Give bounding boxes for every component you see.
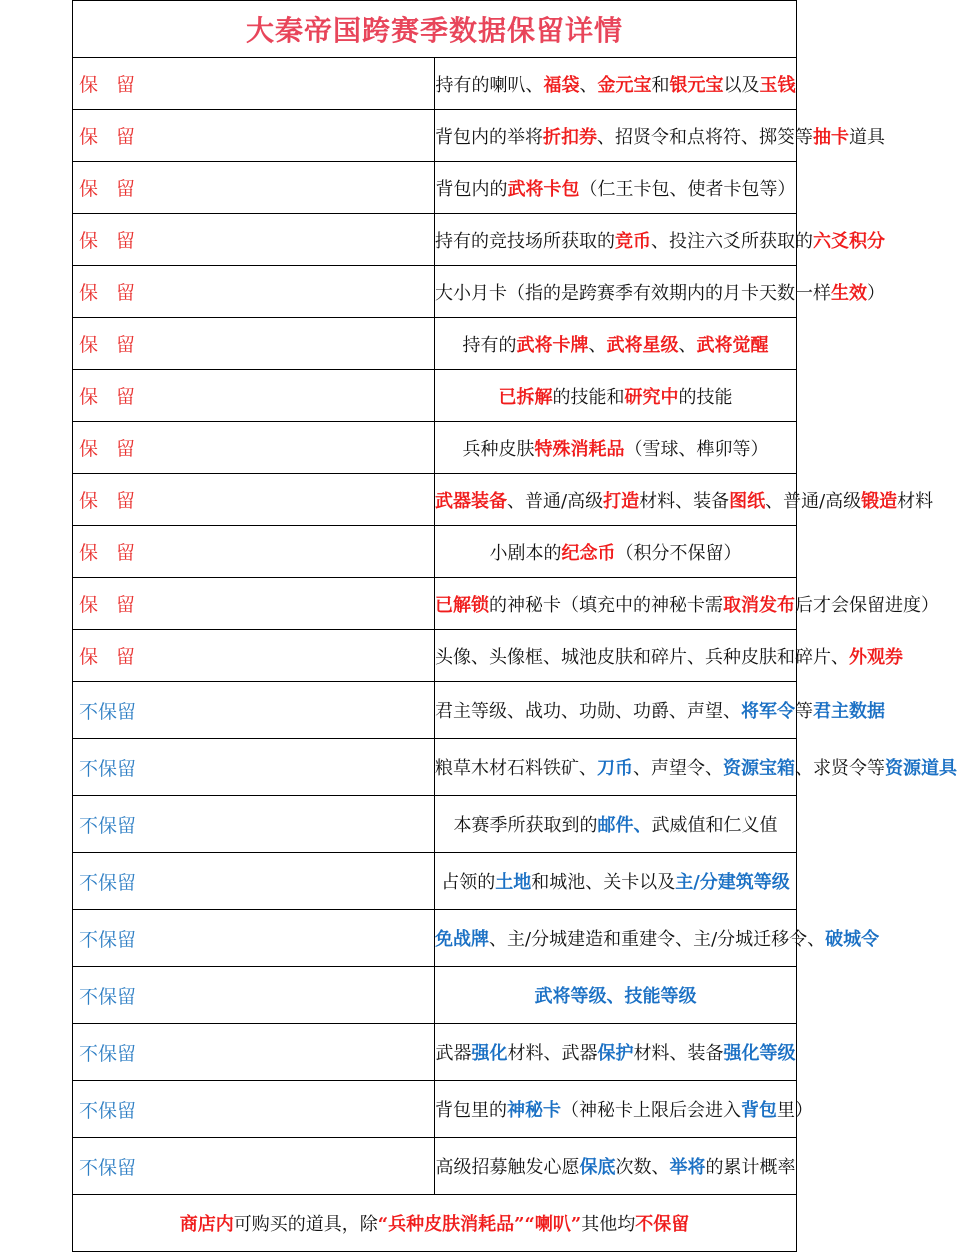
retention-table bbox=[72, 0, 957, 1252]
plain-text: 里） bbox=[777, 1100, 813, 1121]
keep-label bbox=[73, 526, 435, 578]
highlight-text: 背包 bbox=[741, 1100, 777, 1121]
row-description bbox=[435, 739, 957, 796]
table-row bbox=[73, 1138, 797, 1195]
nokeep-label bbox=[73, 853, 435, 910]
highlight-text: 武器装备 bbox=[435, 490, 507, 512]
nokeep-label bbox=[73, 796, 435, 853]
table-row bbox=[73, 967, 797, 1024]
highlight-text: 竞币 bbox=[615, 230, 651, 252]
plain-text: 君主等级、战功、功勋、功爵、声望、 bbox=[435, 701, 741, 722]
row-label-text: 不保留 bbox=[79, 757, 137, 780]
row-label-text: 不保留 bbox=[79, 1099, 137, 1122]
row-description bbox=[435, 526, 797, 578]
row-label-text: 保 留 bbox=[79, 490, 142, 512]
row-label-text: 保 留 bbox=[79, 282, 142, 304]
highlight-text: 神秘卡 bbox=[507, 1100, 561, 1121]
row-description bbox=[435, 910, 880, 967]
nokeep-label bbox=[73, 910, 435, 967]
highlight-text: 刀币 bbox=[597, 758, 633, 779]
row-description bbox=[435, 682, 885, 739]
row-description bbox=[435, 853, 797, 910]
table-row bbox=[73, 526, 797, 578]
plain-text: 、投注六爻所获取的 bbox=[651, 230, 813, 252]
nokeep-label bbox=[73, 1024, 435, 1081]
row-description bbox=[435, 58, 797, 110]
keep-label bbox=[73, 266, 435, 318]
highlight-text: 已拆解 bbox=[498, 386, 553, 408]
plain-text: 其他均 bbox=[581, 1214, 636, 1235]
plain-text: 道具 bbox=[849, 126, 885, 148]
plain-text: 材料 bbox=[897, 490, 934, 512]
highlight-text: 生效 bbox=[831, 282, 867, 304]
nokeep-label bbox=[73, 967, 435, 1024]
plain-text: 以及 bbox=[723, 74, 760, 96]
nokeep-label bbox=[73, 1138, 435, 1195]
highlight-text: 免战牌 bbox=[435, 929, 489, 950]
footer-note bbox=[73, 1195, 797, 1252]
row-description bbox=[435, 162, 797, 214]
row-label-text: 保 留 bbox=[79, 230, 142, 252]
row-label-text: 保 留 bbox=[79, 594, 142, 616]
plain-text: 材料、装备 bbox=[633, 1043, 724, 1064]
row-description bbox=[435, 370, 797, 422]
highlight-text: 研究中 bbox=[624, 386, 679, 408]
highlight-text: 已解锁 bbox=[435, 594, 489, 616]
plain-text: 持有的竞技场所获取的 bbox=[435, 230, 615, 252]
highlight-text: 保护 bbox=[597, 1043, 634, 1064]
row-label-text: 保 留 bbox=[79, 386, 142, 408]
row-description bbox=[435, 474, 934, 526]
highlight-text: 强化 bbox=[471, 1043, 508, 1064]
highlight-text: 特殊消耗品 bbox=[534, 438, 625, 460]
plain-text: 持有的喇叭、 bbox=[435, 74, 544, 96]
row-description bbox=[435, 630, 903, 682]
highlight-text: 锻造 bbox=[861, 490, 898, 512]
plain-text: 占领的 bbox=[441, 872, 496, 893]
plain-text: 背包内的 bbox=[435, 178, 508, 200]
footer-row bbox=[73, 1195, 797, 1252]
keep-label bbox=[73, 162, 435, 214]
plain-text: 的累计概率 bbox=[705, 1157, 796, 1178]
row-description bbox=[435, 578, 939, 630]
highlight-text: 图纸 bbox=[729, 490, 766, 512]
table-row bbox=[73, 630, 797, 682]
row-label-text: 不保留 bbox=[79, 814, 137, 837]
keep-label bbox=[73, 630, 435, 682]
row-description bbox=[435, 796, 797, 853]
highlight-text: 六爻积分 bbox=[813, 230, 885, 252]
highlight-text: “兵种皮肤消耗品”“喇叭” bbox=[377, 1214, 582, 1235]
plain-text: 粮草木材石料铁矿、 bbox=[435, 758, 597, 779]
keep-label bbox=[73, 110, 435, 162]
row-description bbox=[435, 967, 797, 1024]
highlight-text: 武将卡牌 bbox=[516, 334, 589, 356]
keep-label bbox=[73, 474, 435, 526]
plain-text: 材料、武器 bbox=[507, 1043, 598, 1064]
highlight-text: 银元宝 bbox=[669, 74, 724, 96]
plain-text: 的神秘卡（填充中的神秘卡需 bbox=[489, 594, 723, 616]
plain-text: （积分不保留） bbox=[615, 542, 742, 564]
plain-text: 、 bbox=[579, 74, 598, 96]
highlight-text: 资源道具 bbox=[885, 758, 957, 779]
row-description bbox=[435, 266, 885, 318]
row-label-text: 不保留 bbox=[79, 1042, 137, 1065]
plain-text: 背包里的 bbox=[435, 1100, 507, 1121]
plain-text: 、主/分城建造和重建令、主/分城迁移令、 bbox=[489, 929, 826, 950]
row-label-text: 不保留 bbox=[79, 871, 137, 894]
plain-text: 、声望令、 bbox=[633, 758, 723, 779]
highlight-text: 玉钱 bbox=[759, 74, 796, 96]
table-row bbox=[73, 682, 797, 739]
plain-text: 大小月卡（指的是跨赛季有效期内的月卡天数一样 bbox=[435, 282, 831, 304]
nokeep-label bbox=[73, 1081, 435, 1138]
row-label-text: 不保留 bbox=[79, 1156, 137, 1179]
highlight-text: 举将 bbox=[669, 1157, 706, 1178]
row-description bbox=[435, 1081, 813, 1138]
highlight-text: 武将星级 bbox=[606, 334, 679, 356]
highlight-text: 武将等级、技能等级 bbox=[534, 986, 697, 1007]
highlight-text: 纪念币 bbox=[561, 542, 616, 564]
table-row bbox=[73, 474, 797, 526]
table-row bbox=[73, 853, 797, 910]
plain-text: 、 bbox=[588, 334, 607, 356]
plain-text: 后才会保留进度） bbox=[795, 594, 939, 616]
plain-text: 可购买的道具，除 bbox=[233, 1214, 378, 1235]
row-label-text: 保 留 bbox=[79, 646, 142, 668]
keep-label bbox=[73, 422, 435, 474]
row-label-text: 保 留 bbox=[79, 438, 142, 460]
keep-label bbox=[73, 214, 435, 266]
table-row bbox=[73, 266, 797, 318]
plain-text: 背包内的举将 bbox=[435, 126, 543, 148]
plain-text: 高级招募触发心愿 bbox=[435, 1157, 580, 1178]
plain-text: 兵种皮肤 bbox=[462, 438, 535, 460]
row-label-text: 不保留 bbox=[79, 928, 137, 951]
highlight-text: 武将觉醒 bbox=[696, 334, 769, 356]
plain-text: ） bbox=[867, 282, 885, 304]
row-description bbox=[435, 422, 797, 474]
nokeep-label bbox=[73, 682, 435, 739]
plain-text: 和 bbox=[651, 74, 670, 96]
highlight-text: 打造 bbox=[603, 490, 640, 512]
plain-text: （仁王卡包、使者卡包等） bbox=[579, 178, 796, 200]
highlight-text: 君主数据 bbox=[813, 701, 885, 722]
highlight-text: 主/分建筑等级 bbox=[675, 872, 790, 893]
plain-text: 、 bbox=[678, 334, 697, 356]
row-description bbox=[435, 1138, 797, 1195]
table-row bbox=[73, 739, 797, 796]
plain-text: 、招贤令和点将符、掷筊等 bbox=[597, 126, 813, 148]
highlight-text: 保底 bbox=[579, 1157, 616, 1178]
table-title: 大秦帝国跨赛季数据保留详情 bbox=[73, 1, 797, 58]
highlight-text: 破城令 bbox=[825, 929, 880, 950]
plain-text: 等 bbox=[795, 701, 813, 722]
plain-text: 次数、 bbox=[615, 1157, 670, 1178]
highlight-text: 取消发布 bbox=[723, 594, 795, 616]
plain-text: 的技能和 bbox=[552, 386, 625, 408]
table-row bbox=[73, 318, 797, 370]
plain-text: 材料、装备 bbox=[639, 490, 730, 512]
keep-label bbox=[73, 370, 435, 422]
plain-text: （神秘卡上限后会进入 bbox=[561, 1100, 741, 1121]
plain-text: 、求贤令等 bbox=[795, 758, 885, 779]
row-label-text: 保 留 bbox=[79, 74, 142, 96]
highlight-text: 商店内 bbox=[179, 1214, 234, 1235]
keep-label bbox=[73, 58, 435, 110]
table-row bbox=[73, 110, 797, 162]
highlight-text: 将军令 bbox=[741, 701, 795, 722]
row-label-text: 不保留 bbox=[79, 985, 137, 1008]
highlight-text: 土地 bbox=[495, 872, 532, 893]
table-row bbox=[73, 422, 797, 474]
highlight-text: 邮件、 bbox=[597, 815, 652, 836]
table-row bbox=[73, 370, 797, 422]
row-description bbox=[435, 110, 885, 162]
highlight-text: 抽卡 bbox=[813, 126, 849, 148]
row-label-text: 保 留 bbox=[79, 126, 142, 148]
table-row bbox=[73, 796, 797, 853]
plain-text: 头像、头像框、城池皮肤和碎片、兵种皮肤和碎片、 bbox=[435, 646, 849, 668]
plain-text: 、普通/高级 bbox=[765, 490, 862, 512]
plain-text: 、普通/高级 bbox=[507, 490, 604, 512]
highlight-text: 金元宝 bbox=[597, 74, 652, 96]
row-description bbox=[435, 214, 885, 266]
plain-text: 武器 bbox=[435, 1043, 472, 1064]
table-row bbox=[73, 910, 797, 967]
highlight-text: 强化等级 bbox=[723, 1043, 796, 1064]
nokeep-label bbox=[73, 739, 435, 796]
table-row bbox=[73, 1024, 797, 1081]
table-row bbox=[73, 578, 797, 630]
table-row bbox=[73, 58, 797, 110]
highlight-text: 武将卡包 bbox=[507, 178, 580, 200]
plain-text: 的技能 bbox=[678, 386, 733, 408]
plain-text: （雪球、榫卯等） bbox=[624, 438, 769, 460]
plain-text: 小剧本的 bbox=[489, 542, 562, 564]
row-label-text: 不保留 bbox=[79, 700, 137, 723]
row-label-text: 保 留 bbox=[79, 334, 142, 356]
plain-text: 本赛季所获取到的 bbox=[453, 815, 598, 836]
keep-label bbox=[73, 578, 435, 630]
row-description bbox=[435, 1024, 797, 1081]
keep-label bbox=[73, 318, 435, 370]
plain-text: 武威值和仁义值 bbox=[651, 815, 778, 836]
row-label-text: 保 留 bbox=[79, 178, 142, 200]
highlight-text: 折扣券 bbox=[543, 126, 597, 148]
row-label-text: 保 留 bbox=[79, 542, 142, 564]
table-row bbox=[73, 162, 797, 214]
highlight-text: 福袋 bbox=[543, 74, 580, 96]
highlight-text: 外观券 bbox=[849, 646, 903, 668]
table-row bbox=[73, 1081, 797, 1138]
row-description bbox=[435, 318, 797, 370]
table-row bbox=[73, 214, 797, 266]
plain-text: 持有的 bbox=[462, 334, 517, 356]
plain-text: 和城池、关卡以及 bbox=[531, 872, 676, 893]
highlight-text: 不保留 bbox=[635, 1214, 690, 1235]
highlight-text: 资源宝箱 bbox=[723, 758, 795, 779]
